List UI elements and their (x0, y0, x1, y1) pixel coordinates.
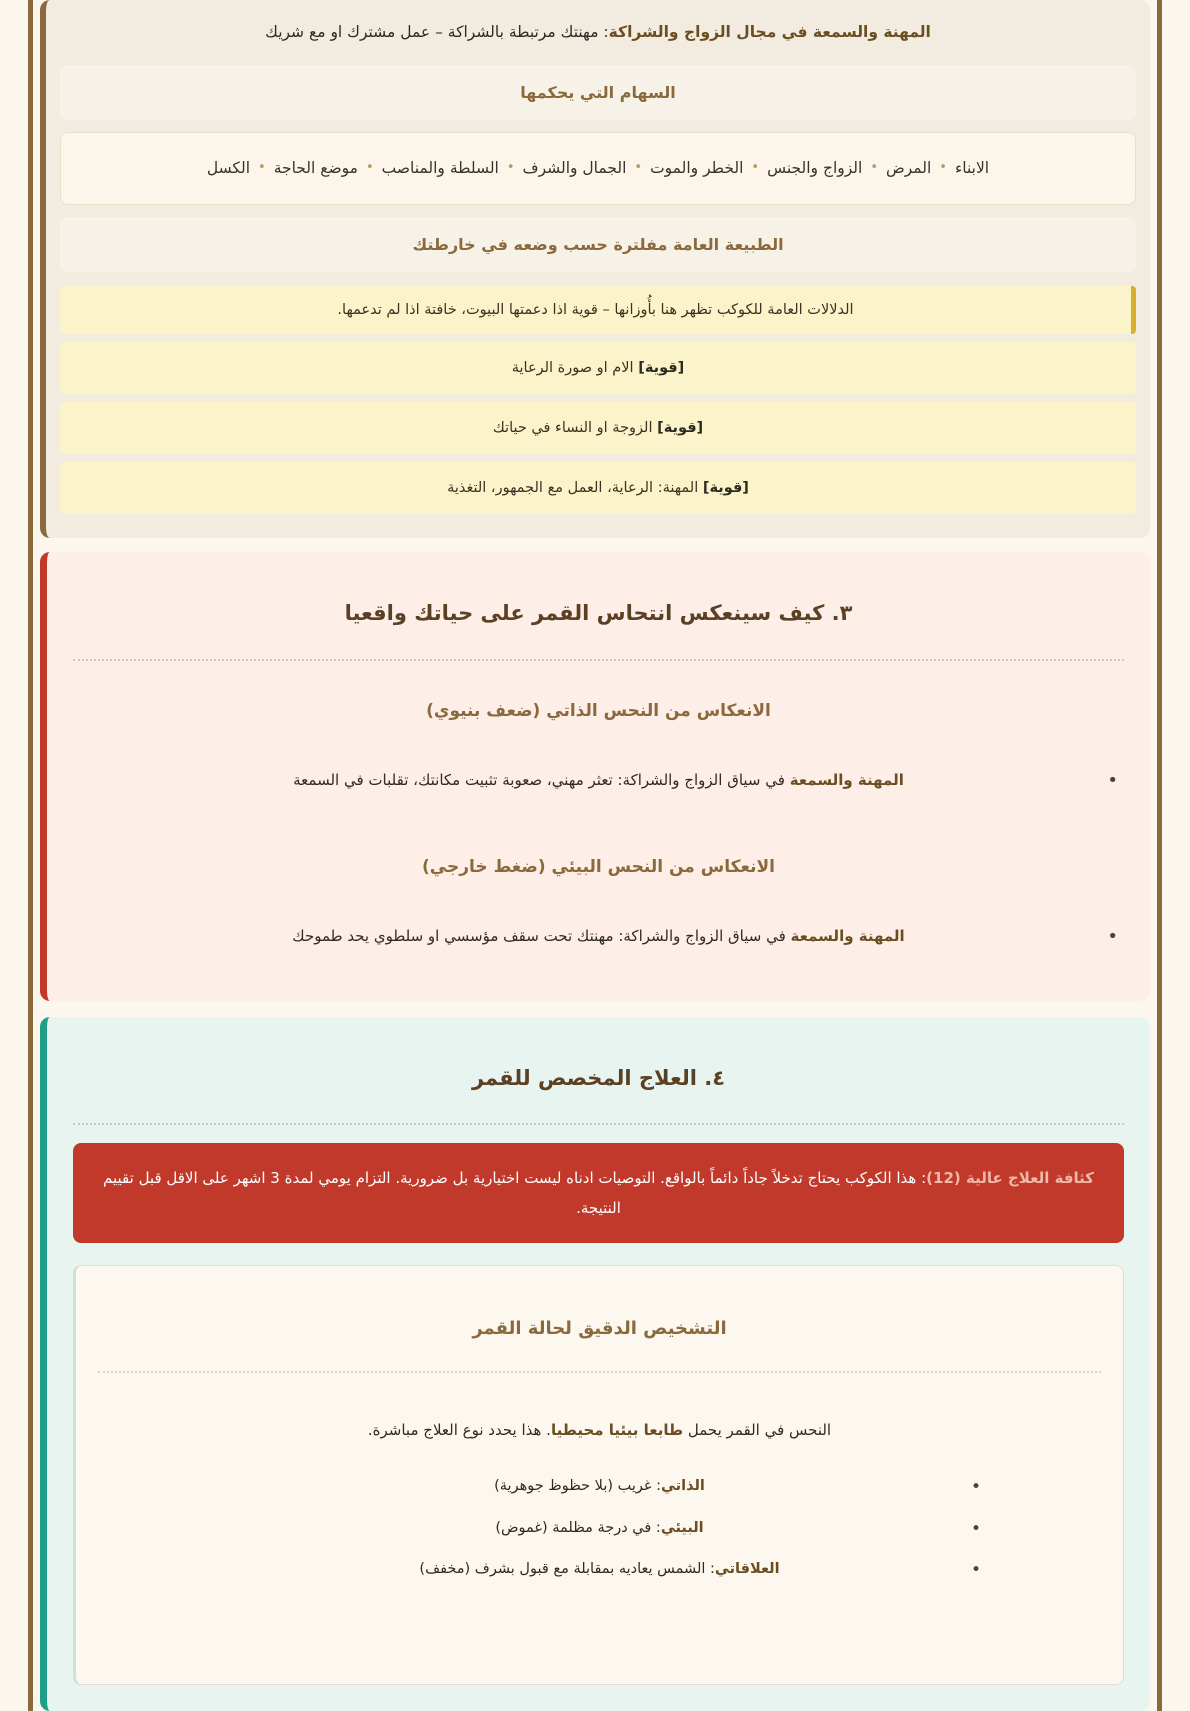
list-item (98, 1466, 1101, 1508)
list-item (98, 1549, 1101, 1591)
diagnosis-items (98, 1466, 1101, 1591)
chip-item: الزواج والجنس (767, 158, 863, 177)
arrows-band-title: السهام التي يحكمها (60, 65, 1136, 120)
diagnosis-key: العلاقاتي (714, 1561, 780, 1578)
chip-separator-icon: • (751, 159, 760, 175)
treatment-intensity-alert (73, 1143, 1124, 1243)
diagnosis-title: التشخيص الدقيق لحالة القمر (472, 1318, 727, 1340)
alert-text: : هذا الكوكب يحتاج تدخلاً جاداً دائماً بالواقع. التوصيات ادناه ليست اختيارية بل ضرورية. التزام يومي لمدة 3 اشهر على الاقل قبل تقييم النتيجة. (103, 1169, 927, 1218)
chip-item: السلطة والمناصب (381, 158, 499, 177)
section-three-card (40, 552, 1150, 1001)
environmental-affliction-subtitle: الانعكاس من النحس البيئي (ضغط خارجي) (422, 857, 775, 878)
planet-general-card (40, 0, 1150, 538)
signification-tag: [قوية] (638, 359, 685, 376)
diagnosis-value: : في درجة مظلمة (غموض) (495, 1519, 661, 1536)
lead-line-bold: المهنة والسمعة في مجال الزواج والشراكة (608, 23, 931, 41)
chip-item: الابناء (954, 158, 990, 177)
chip-separator-icon: • (870, 159, 878, 175)
diagnosis-value: : غريب (بلا حظوظ جوهرية) (494, 1478, 661, 1495)
diagnosis-paragraph (98, 1399, 1101, 1451)
nature-band-title: الطبيعة العامة مفلترة حسب وضعه في خارطتك (60, 217, 1136, 272)
arrows-chip-list (60, 132, 1136, 205)
chip-item: الجمال والشرف (522, 158, 627, 177)
chip-item: الخطر والموت (650, 158, 744, 177)
lead-line-rest: : مهنتك مرتبطة بالشراكة – عمل مشترك او مع شريك (265, 23, 609, 41)
list-item (73, 912, 1124, 961)
bullet-rest: في سياق الزواج والشراكة: تعثر مهني، صعوبة تثبيت مكانتك، تقلبات في السمعة (293, 770, 790, 789)
signification-text: المهنة: الرعاية، العمل مع الجمهور، التغذية (447, 479, 703, 496)
bullet-bold: المهنة والسمعة (790, 927, 905, 946)
signification-text: الام او صورة الرعاية (511, 359, 639, 376)
signification-text: الزوجة او النساء في حياتك (492, 419, 658, 436)
list-item (73, 756, 1124, 805)
section-four-title: ٤. العلاج المخصص للقمر (471, 1065, 726, 1090)
diagnosis-value: : الشمس يعاديه بمقابلة مع قبول بشرف (مخفف) (419, 1561, 715, 1578)
signification-row (60, 462, 1136, 514)
section-four-divider (73, 1123, 1124, 1125)
general-significations-note: الدلالات العامة للكوكب تظهر هنا بأُوزانها – قوية اذا دعمتها البيوت، خافتة اذا لم تدعمها. (60, 286, 1136, 334)
alert-label: كثافة العلاج عالية (12) (926, 1169, 1094, 1188)
section-three-title: ٣. كيف سينعكس انتحاس القمر على حياتك واقعيا (344, 601, 853, 626)
chip-item: الكسل (206, 158, 251, 177)
list-item (98, 1508, 1101, 1550)
chip-item: المرض (886, 158, 932, 177)
chip-separator-icon: • (939, 159, 947, 175)
paragraph-before: النحس في القمر يحمل (683, 1421, 832, 1440)
environmental-affliction-bullets (73, 912, 1124, 975)
section-three-divider (73, 659, 1124, 661)
self-affliction-bullets (73, 756, 1124, 819)
bullet-bold: المهنة والسمعة (789, 770, 904, 789)
paragraph-after: . هذا يحدد نوع العلاج مباشرة. (367, 1421, 551, 1440)
signification-tag: [قوية] (702, 479, 749, 496)
diagnosis-key: البيئي (660, 1519, 704, 1536)
chip-separator-icon: • (365, 159, 374, 175)
diagnosis-card (73, 1265, 1124, 1685)
chip-item: موضع الحاجة (273, 158, 358, 177)
paragraph-bold: طابعا بيئيا محيطيا (550, 1421, 684, 1440)
signification-row (60, 342, 1136, 394)
chip-separator-icon: • (634, 159, 643, 175)
signification-row (60, 402, 1136, 454)
signification-tag: [قوية] (657, 419, 704, 436)
diagnosis-divider (98, 1371, 1101, 1373)
section-four-card (40, 1017, 1150, 1711)
chip-separator-icon: • (506, 159, 515, 175)
lead-line (60, 10, 1136, 55)
bullet-rest: في سياق الزواج والشراكة: مهنتك تحت سقف مؤسسي او سلطوي يحد طموحك (292, 927, 791, 946)
self-affliction-subtitle: الانعكاس من النحس الذاتي (ضعف بنيوي) (426, 700, 771, 721)
chip-separator-icon: • (258, 159, 266, 175)
diagnosis-key: الذاتي (660, 1478, 705, 1495)
